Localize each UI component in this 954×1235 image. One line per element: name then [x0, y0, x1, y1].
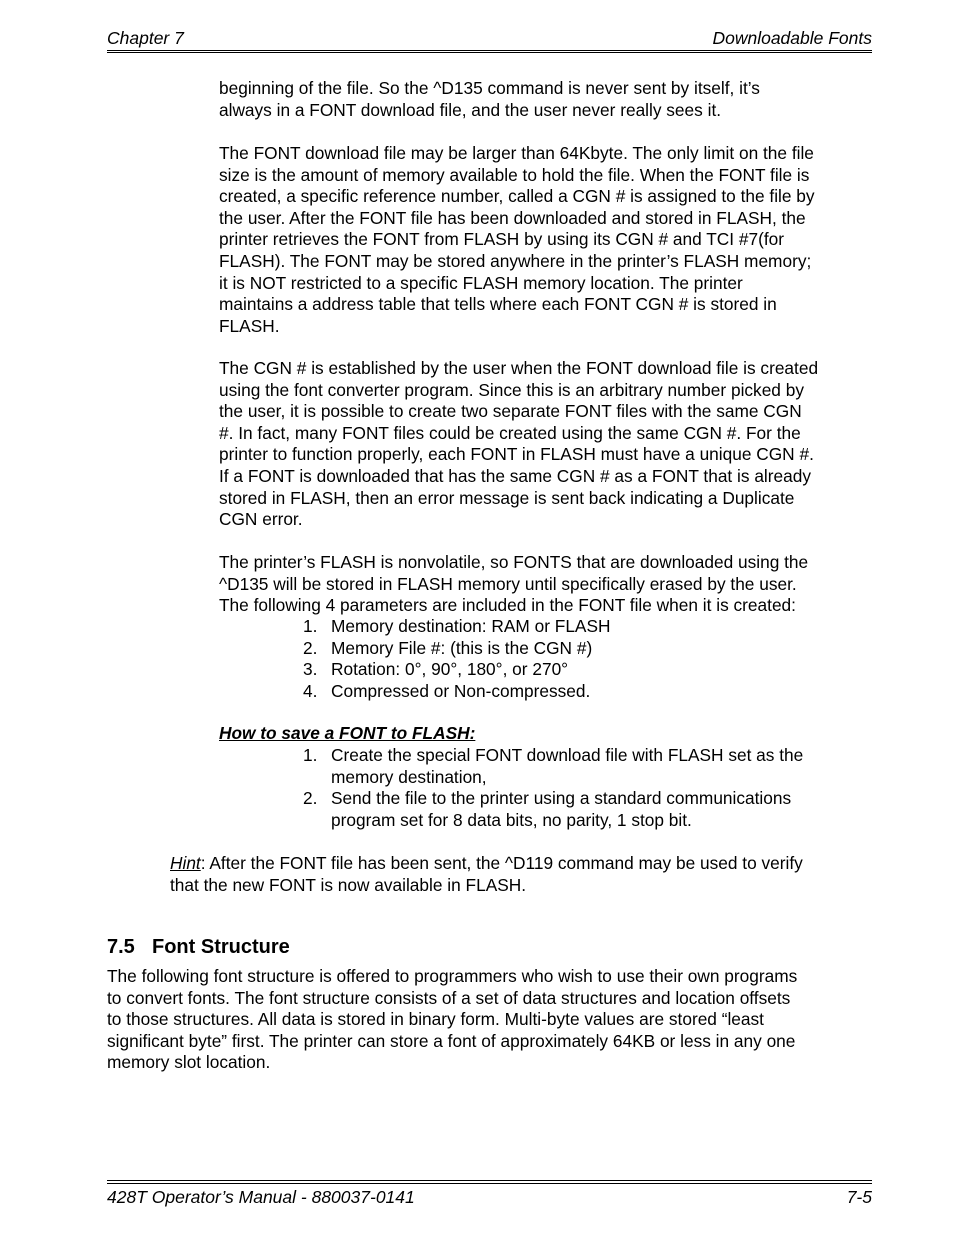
section-heading [107, 936, 290, 959]
page-footer [107, 1180, 872, 1207]
header-rule [107, 52, 872, 53]
save-steps-list [303, 745, 863, 831]
hint-label: Hint [170, 853, 201, 873]
section-body: The following font structure is offered to programmers who wish to use their own programs to convert fonts. The font structure consists of a set of data structures and location offsets to those structures. All data is stored in binary form. Multi-byte values are stored “least significant byte” first. The printer can store a font of approximately 64KB or less in any one memory slot location. [107, 966, 798, 1073]
hint-text: : After the FONT file has been sent, the ^D119 command may be used to verify that the new FONT is now available in FLASH. [170, 853, 803, 895]
page-header [107, 28, 872, 51]
list-item: 1. Create the special FONT download file with FLASH set as the memory destination, [303, 745, 804, 787]
list-item: 2. Send the file to the printer using a standard communications program set for 8 data bits, no parity, 1 stop bit. [303, 788, 792, 830]
list-item: 4. Compressed or Non-compressed. [303, 680, 591, 701]
save-font-heading: How to save a FONT to FLASH: [219, 723, 476, 743]
footer-rule [107, 1183, 872, 1184]
section-number: 7.5 [107, 936, 135, 958]
list-item: 3. Rotation: 0°, 90°, 180°, or 270° [303, 659, 569, 680]
paragraph-nonvolatile: The printer’s FLASH is nonvolatile, so FONTS that are downloaded using the ^D135 will be stored in FLASH memory until specifically erased by the user. The following 4 parameters are included in the FONT file when it is created: [219, 552, 809, 616]
section-title: Font Structure [152, 936, 290, 958]
paragraph-cgn: The CGN # is established by the user when the FONT download file is created using the font converter program. Since this is an arbitrary number picked by the user, it is possible to create two separate FONT files with the same CGN #. In fact, many FONT files could be created using the same CGN #. For the printer to function properly, each FONT in FLASH must have a unique CGN #. If a FONT is downloaded that has the same CGN # as a FONT that is already stored in FLASH, then an error message is sent back indicating a Duplicate CGN error. [219, 358, 819, 530]
list-item: 1. Memory destination: RAM or FLASH [303, 616, 611, 636]
parameters-list [303, 616, 863, 702]
chapter-title: Downloadable Fonts [712, 28, 872, 48]
manual-title: 428T Operator’s Manual - 880037-0141 [107, 1187, 415, 1207]
page-number: 7-5 [846, 1187, 872, 1207]
list-item: 2. Memory File #: (this is the CGN #) [303, 637, 593, 658]
hint-paragraph [170, 853, 875, 896]
paragraph-download-size: The FONT download file may be larger than 64Kbyte. The only limit on the file size is the amount of memory available to hold the file. When the FONT file is created, a specific reference number, called a CGN # is assigned to the file by the user. After the FONT file has been downloaded and stored in FLASH, the printer retrieves the FONT from FLASH by using its CGN # and TCI #7(for FLASH). The FONT may be stored anywhere in the printer’s FLASH memory; it is NOT restricted to a specific FLASH memory location. The printer maintains a address table that tells where each FONT CGN # is stored in FLASH. [219, 143, 815, 336]
paragraph-continuation: beginning of the file. So the ^D135 command is never sent by itself, it’s always in a FONT download file, and the user never really sees it. [219, 78, 760, 120]
chapter-label: Chapter 7 [107, 28, 184, 48]
